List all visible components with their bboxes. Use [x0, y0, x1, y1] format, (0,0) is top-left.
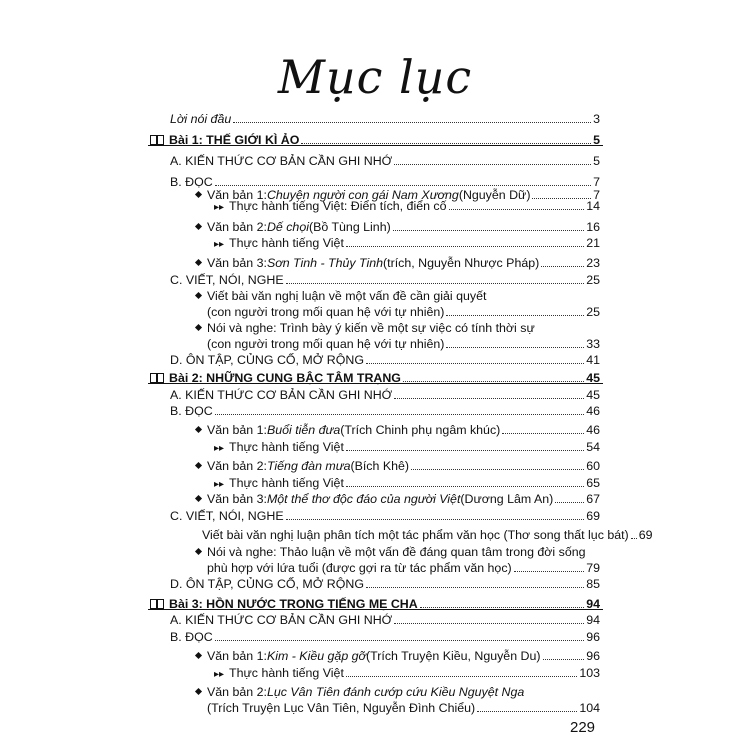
toc-label: Viết bài văn nghị luận phân tích một tác phẩm văn học (Thơ song thất lục bát): [202, 528, 629, 542]
diamond-bullet-icon: [195, 688, 202, 695]
toc-entry[interactable]: [170, 627, 600, 647]
toc-page: 104: [579, 701, 600, 715]
toc-label-suffix: (Dương Lâm An): [460, 492, 554, 506]
toc-label-title: Kim - Kiều gặp gỡ: [266, 649, 367, 663]
toc-page: 69: [638, 528, 653, 542]
toc-label: A. KIẾN THỨC CƠ BẢN CẦN GHI NHỚ: [170, 613, 393, 627]
toc-label: A. KIẾN THỨC CƠ BẢN CẦN GHI NHỚ: [170, 388, 393, 402]
toc-label-title: Dế chọi: [266, 220, 309, 234]
toc-label: Thực hành tiếng Việt: [229, 236, 344, 250]
toc-label-prefix: Văn bản 2:: [207, 685, 267, 699]
toc-label-prefix: Văn bản 3:: [207, 256, 267, 270]
toc-page: 79: [586, 561, 600, 575]
toc-label-title: Buổi tiễn đưa: [266, 423, 341, 437]
toc-page: 16: [586, 220, 600, 234]
toc-entry-preface[interactable]: [170, 109, 600, 129]
diamond-bullet-icon: [195, 191, 202, 198]
diamond-bullet-icon: [195, 324, 202, 331]
diamond-bullet-icon: [195, 426, 202, 433]
toc-label: Bài 1: THẾ GIỚI KÌ ẢO: [169, 133, 300, 147]
toc-label: Bài 3: HỒN NƯỚC TRONG TIẾNG MẸ CHA: [169, 597, 418, 611]
toc-label: Viết bài văn nghị luận về một vấn đề cần giải quyết: [207, 289, 487, 303]
toc-page: 25: [586, 273, 600, 287]
toc-label-suffix: (trích, Nguyễn Nhược Pháp): [383, 256, 540, 270]
toc-entry[interactable]: [214, 437, 600, 457]
toc-lesson-1[interactable]: [150, 130, 600, 150]
double-arrow-icon: ▸▸: [214, 669, 225, 680]
toc-label-suffix: (Bích Khê): [350, 459, 410, 473]
toc-label: Thực hành tiếng Việt: [229, 476, 344, 490]
diamond-bullet-icon: [195, 495, 202, 502]
toc-label-suffix: (Nguyễn Dữ): [458, 188, 531, 202]
toc-label-title: Lục Vân Tiên đánh cướp cứu Kiều Nguyệt Nga: [266, 685, 525, 699]
toc-label: phù hợp với lứa tuổi (được gợi ra từ tác phẩm văn học): [207, 561, 512, 575]
double-arrow-icon: ▸▸: [214, 479, 225, 490]
toc-label: C. VIẾT, NÓI, NGHE: [170, 509, 284, 523]
toc-label: (con người trong mối quan hệ với tự nhiên): [207, 337, 445, 351]
toc-page: 45: [586, 371, 600, 385]
toc-label-prefix: Văn bản 2:: [207, 459, 267, 473]
book-icon: [150, 599, 164, 609]
double-arrow-icon: ▸▸: [214, 239, 225, 250]
toc-entry[interactable]: [214, 663, 600, 683]
toc-page: 7: [593, 175, 600, 189]
toc-page: 96: [586, 630, 600, 644]
toc-entry-continued[interactable]: [207, 698, 600, 718]
diamond-bullet-icon: [195, 223, 202, 230]
toc-entry[interactable]: [170, 574, 600, 594]
toc-label-title: Sơn Tinh - Thủy Tinh: [266, 256, 384, 270]
toc-page: 67: [586, 492, 600, 506]
page-title: Mục lục: [277, 50, 473, 104]
book-icon: [150, 135, 164, 145]
toc-page: 21: [586, 236, 600, 250]
toc-label-suffix: (Trích Truyện Kiều, Nguyễn Du): [366, 649, 541, 663]
toc-page: 69: [586, 509, 600, 523]
toc-entry[interactable]: [170, 151, 600, 171]
toc-label-prefix: Văn bản 1:: [207, 188, 267, 202]
toc-entry[interactable]: [170, 401, 600, 421]
toc-label: C. VIẾT, NÓI, NGHE: [170, 273, 284, 287]
toc-label: B. ĐỌC: [170, 404, 213, 418]
toc-label-prefix: Văn bản 1:: [207, 423, 267, 437]
diamond-bullet-icon: [195, 462, 202, 469]
toc-page: 94: [586, 613, 600, 627]
toc-label: Lời nói đầu: [170, 112, 232, 126]
toc-page: 46: [586, 423, 600, 437]
toc-entry[interactable]: [214, 233, 600, 253]
toc-label-prefix: Văn bản 1:: [207, 649, 267, 663]
toc-page: 33: [586, 337, 600, 351]
toc-page: 65: [586, 476, 600, 490]
page-number: 229: [570, 719, 596, 736]
toc-label-suffix: (Trích Chinh phụ ngâm khúc): [340, 423, 501, 437]
toc-label: Thực hành tiếng Việt: [229, 666, 344, 680]
toc-label-prefix: Văn bản 3:: [207, 492, 267, 506]
toc-page: 96: [586, 649, 600, 663]
toc-entry[interactable]: [214, 196, 600, 216]
toc-label: Nói và nghe: Trình bày ý kiến về một sự việc có tính thời sự: [207, 321, 535, 335]
toc-page: 94: [586, 597, 600, 611]
toc-label: Thực hành tiếng Việt: [229, 440, 344, 454]
lesson-rule: [148, 383, 603, 384]
toc-label: B. ĐỌC: [170, 175, 213, 189]
diamond-bullet-icon: [195, 652, 202, 659]
toc-page: 5: [593, 133, 600, 147]
toc-page: 14: [586, 199, 600, 213]
toc-page: 7: [593, 188, 600, 202]
book-icon: [150, 373, 164, 383]
toc-label-title: Một thể thơ độc đáo của người Việt: [266, 492, 461, 506]
diamond-bullet-icon: [195, 259, 202, 266]
diamond-bullet-icon: [194, 533, 198, 537]
toc-label: B. ĐỌC: [170, 630, 213, 644]
toc-page: 60: [586, 459, 600, 473]
toc-entry[interactable]: [170, 350, 600, 370]
toc-label: D. ÔN TẬP, CỦNG CỐ, MỞ RỘNG: [170, 353, 364, 367]
double-arrow-icon: ▸▸: [214, 443, 225, 454]
toc-label: Bài 2: NHỮNG CUNG BẬC TÂM TRẠNG: [169, 371, 401, 385]
double-arrow-icon: ▸▸: [214, 202, 225, 213]
toc-label: Thực hành tiếng Việt: Điển tích, điển cố: [229, 199, 447, 213]
toc-label: (Trích Truyện Lục Vân Tiên, Nguyễn Đình Chiểu): [207, 701, 476, 715]
toc-label-title: Tiếng đàn mưa: [266, 459, 351, 473]
toc-label: Nói và nghe: Thảo luận về một vấn đề đáng quan tâm trong đời sống: [207, 545, 586, 559]
toc-label: (con người trong mối quan hệ với tự nhiên): [207, 305, 445, 319]
toc-page: 25: [586, 305, 600, 319]
toc-label-prefix: Văn bản 2:: [207, 220, 267, 234]
toc-label-title: Chuyện người con gái Nam Xương: [266, 188, 459, 202]
toc-page: 54: [586, 440, 600, 454]
toc-page: 45: [586, 388, 600, 402]
toc-page: 46: [586, 404, 600, 418]
toc-page: 103: [579, 666, 600, 680]
lesson-rule: [148, 145, 603, 146]
toc-page: 5: [593, 154, 600, 168]
toc-page: 85: [586, 577, 600, 591]
diamond-bullet-icon: [195, 548, 202, 555]
toc-page: 41: [586, 353, 600, 367]
toc-label-suffix: (Bồ Tùng Linh): [308, 220, 391, 234]
toc-page: 23: [586, 256, 600, 270]
toc-label: A. KIẾN THỨC CƠ BẢN CẦN GHI NHỚ: [170, 154, 393, 168]
toc-entry[interactable]: [170, 506, 600, 526]
toc-label: D. ÔN TẬP, CỦNG CỐ, MỞ RỘNG: [170, 577, 364, 591]
toc-page: 3: [593, 112, 600, 126]
diamond-bullet-icon: [195, 292, 202, 299]
